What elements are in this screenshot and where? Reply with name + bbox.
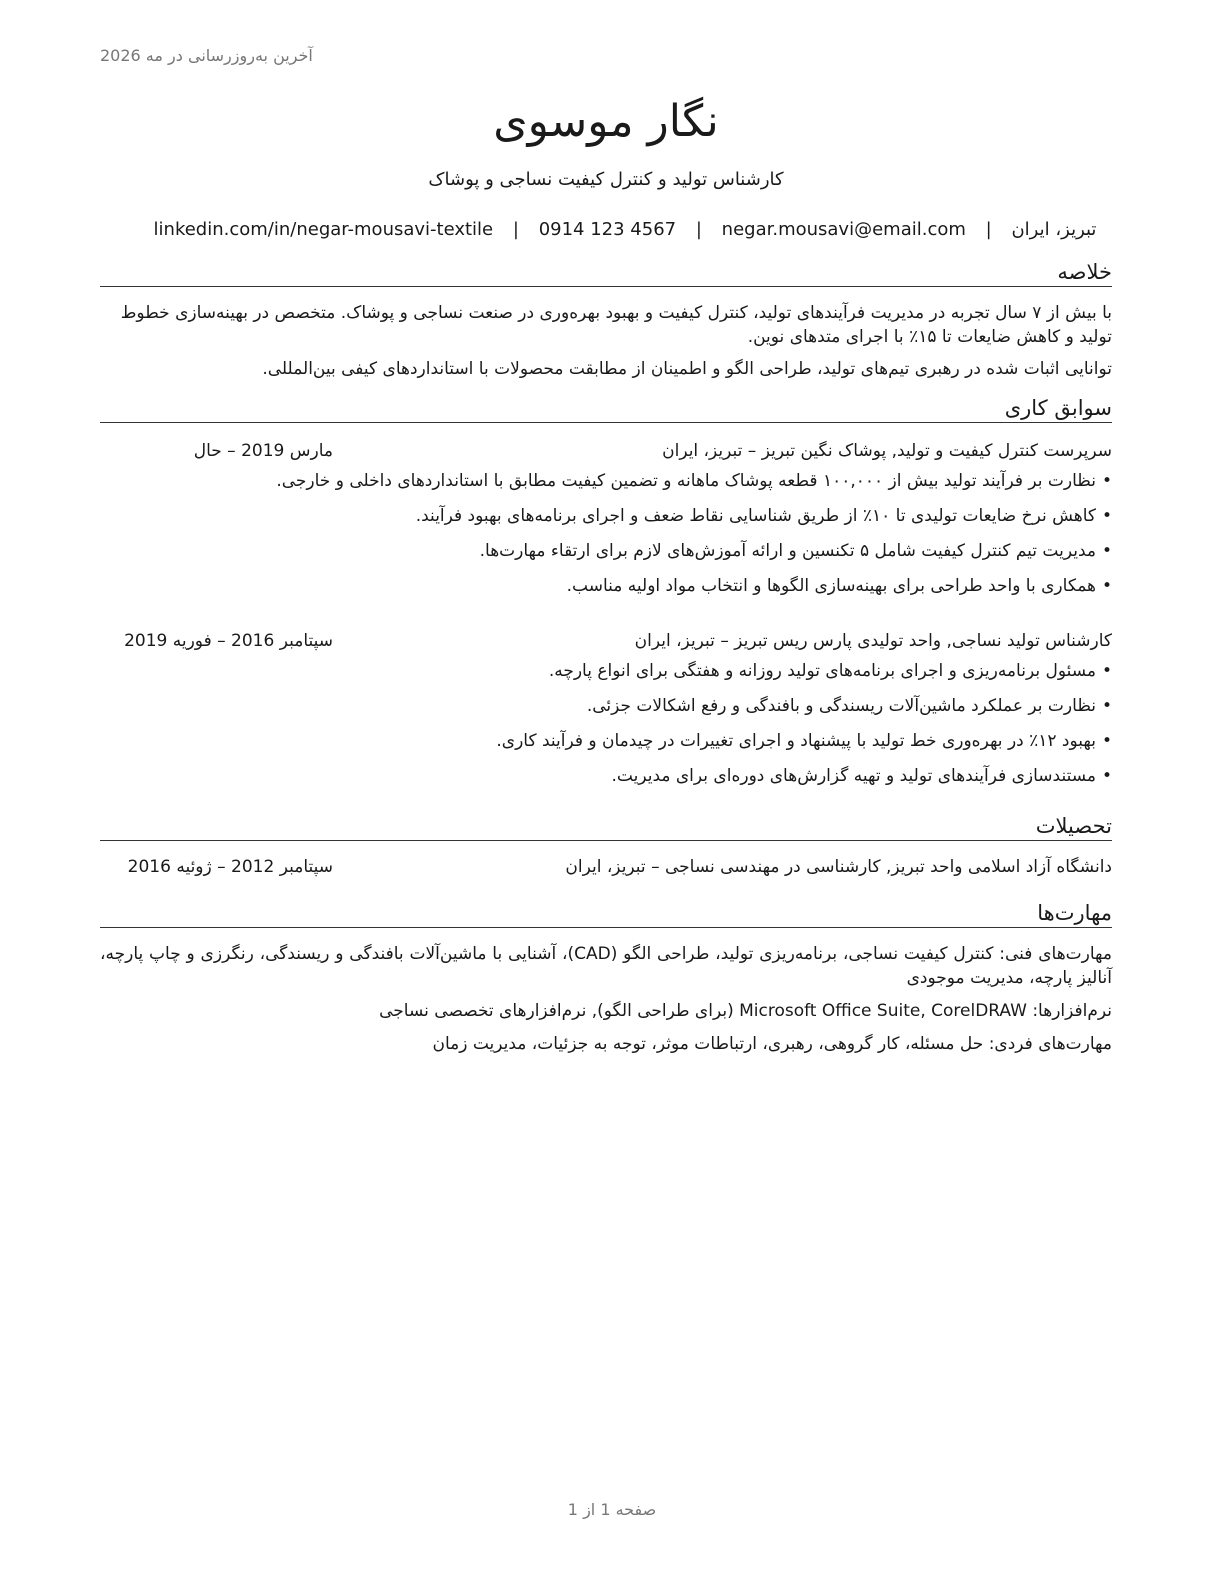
job-title: کارشناس تولید نساجی, واحد تولیدی پارس ریس تبریز – تبریز، ایران bbox=[634, 631, 1112, 651]
education-title: دانشگاه آزاد اسلامی واحد تبریز, کارشناسی در مهندسی نساجی – تبریز، ایران bbox=[565, 857, 1112, 877]
summary-paragraph: توانایی اثبات شده در رهبری تیم‌های تولید، طراحی الگو و اطمینان از مطابقت محصولات با استانداردهای کیفی بین‌المللی. bbox=[262, 359, 1112, 379]
section-title-experience: سوابق کاری bbox=[100, 395, 1112, 423]
job-header bbox=[100, 439, 1112, 463]
job-bullet: • همکاری با واحد طراحی برای بهینه‌سازی الگوها و انتخاب مواد اولیه مناسب. bbox=[100, 574, 1112, 598]
job-bullet: • بهبود ۱۲٪ در بهره‌وری خط تولید با پیشنهاد و اجرای تغییرات در چیدمان و فرآیند کاری. bbox=[100, 729, 1112, 753]
job-dates: سپتامبر 2016 – فوریه 2019 bbox=[124, 631, 333, 651]
job-bullet: • نظارت بر عملکرد ماشین‌آلات ریسندگی و بافندگی و رفع اشکالات جزئی. bbox=[100, 694, 1112, 718]
education-dates: سپتامبر 2012 – ژوئیه 2016 bbox=[127, 857, 333, 877]
job-title: سرپرست کنترل کیفیت و تولید, پوشاک نگین تبریز – تبریز، ایران bbox=[662, 441, 1112, 461]
section-title-summary: خلاصه bbox=[100, 259, 1112, 287]
contact-linkedin[interactable]: linkedin.com/in/negar-mousavi-textile bbox=[153, 219, 494, 240]
job-entry bbox=[100, 439, 1112, 598]
experience-section bbox=[100, 395, 1112, 788]
skills-line: نرم‌افزارها: Microsoft Office Suite, CorelDRAW (برای طراحی الگو), نرم‌افزارهای تخصصی نساجی bbox=[379, 1001, 1112, 1021]
candidate-headline: کارشناس تولید و کنترل کیفیت نساجی و پوشاک bbox=[428, 169, 784, 190]
job-bullet: • مستندسازی فرآیندهای تولید و تهیه گزارش‌های دوره‌ای برای مدیریت. bbox=[100, 764, 1112, 788]
job-header bbox=[100, 629, 1112, 653]
contact-separator: | bbox=[985, 219, 992, 240]
last-updated-note: آخرین به‌روزرسانی در مه 2026 bbox=[100, 46, 313, 65]
contact-phone: 0914 123 4567 bbox=[538, 219, 677, 240]
job-bullet: • نظارت بر فرآیند تولید بیش از ۱۰۰,۰۰۰ قطعه پوشاک ماهانه و تضمین کیفیت مطابق با استانداردهای داخلی و خارجی. bbox=[100, 469, 1112, 493]
page-footer: صفحه 1 از 1 bbox=[567, 1500, 657, 1519]
candidate-name: نگار موسوی bbox=[493, 96, 719, 147]
job-entry bbox=[100, 629, 1112, 788]
job-bullet: • مسئول برنامه‌ریزی و اجرای برنامه‌های تولید روزانه و هفتگی برای انواع پارچه. bbox=[100, 659, 1112, 683]
contact-location: تبریز، ایران bbox=[1011, 219, 1097, 240]
job-bullets bbox=[100, 469, 1112, 598]
job-bullets bbox=[100, 659, 1112, 788]
section-title-skills: مهارت‌ها bbox=[100, 900, 1112, 928]
education-entry bbox=[100, 855, 1112, 879]
resume-document bbox=[100, 90, 1112, 1056]
contact-separator: | bbox=[512, 219, 519, 240]
job-bullet: • مدیریت تیم کنترل کیفیت شامل ۵ تکنسین و ارائه آموزش‌های لازم برای ارتقاء مهارت‌ها. bbox=[100, 539, 1112, 563]
summary-paragraph: با بیش از ۷ سال تجربه در مدیریت فرآیندهای تولید، کنترل کیفیت و بهبود بهره‌وری در صنعت نساجی و پوشاک. متخصص در بهینه‌سازی خطوط تولید و کاهش ضایعات تا ۱۵٪ با اجرای متدهای نوین. bbox=[120, 303, 1112, 347]
summary-section bbox=[100, 259, 1112, 381]
contact-line bbox=[100, 217, 1112, 243]
contact-separator: | bbox=[695, 219, 702, 240]
education-section bbox=[100, 813, 1112, 879]
skills-line: مهارت‌های فنی: کنترل کیفیت نساجی، برنامه‌ریزی تولید، طراحی الگو (CAD)، آشنایی با ماشین‌آلات بافندگی و ریسندگی، رنگرزی و چاپ پارچه، آنالیز پارچه، مدیریت موجودی bbox=[100, 944, 1112, 988]
education-header bbox=[100, 855, 1112, 879]
contact-email[interactable]: negar.mousavi@email.com bbox=[721, 219, 966, 240]
skills-line: مهارت‌های فردی: حل مسئله، کار گروهی، رهبری، ارتباطات موثر، توجه به جزئیات، مدیریت زمان bbox=[432, 1034, 1112, 1054]
job-bullet: • کاهش نرخ ضایعات تولیدی تا ۱۰٪ از طریق شناسایی نقاط ضعف و اجرای برنامه‌های بهبود فرآیند. bbox=[100, 504, 1112, 528]
job-dates: مارس 2019 – حال bbox=[193, 441, 333, 461]
section-title-education: تحصیلات bbox=[100, 813, 1112, 841]
skills-section bbox=[100, 900, 1112, 1056]
